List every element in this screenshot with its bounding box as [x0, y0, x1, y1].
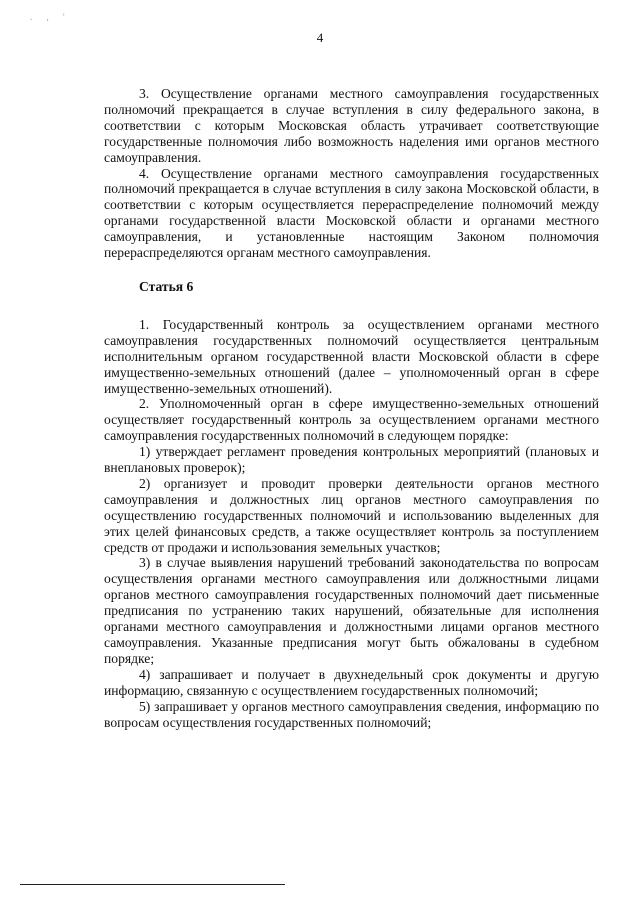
list-item-2: 2) организует и проводит проверки деятельности органов местного самоуправления и должностных лиц органов местного самоуправления по осуществлению государственных полномочий и использованию выделенных для этих целей финансовых средств, а также осуществляет контроль за поступлением средств от продажи и использования земельных участков;: [104, 475, 599, 555]
paragraph-article6-part1: 1. Государственный контроль за осуществлением органами местного самоуправления государственных полномочий осуществляется центральным исполнительным органом государственной власти Московской области в сфере имущественно-земельных отношений (далее – уполномоченный орган в сфере имущественно-земельных отношений).: [104, 316, 599, 396]
list-item-5: 5) запрашивает у органов местного самоуправления сведения, информацию по вопросам осуществления государственных полномочий;: [104, 698, 599, 730]
footnote-rule: [20, 884, 285, 885]
list-item-1: 1) утверждает регламент проведения контрольных мероприятий (плановых и внеплановых проверок);: [104, 444, 599, 476]
scan-specks: . , ': [30, 12, 71, 22]
page-number: 4: [316, 30, 324, 45]
article-heading: Статья 6: [139, 278, 194, 294]
paragraph-article5-part4: 4. Осуществление органами местного самоуправления государственных полномочий прекращается в случае вступления в силу закона Московской области, в соответствии с которым осуществляется перераспределение полномочий между органами государственной власти Московской области и органами местного самоуправления, и установленные настоящим Законом полномочия перераспределяются органам местного самоуправления.: [104, 165, 599, 261]
paragraph-article6-part2: 2. Уполномоченный орган в сфере имущественно-земельных отношений осуществляет государственный контроль за осуществлением органами местного самоуправления государственных полномочий в следующем порядке:: [104, 396, 599, 444]
paragraph-article5-part3: 3. Осуществление органами местного самоуправления государственных полномочий прекращается в случае вступления в силу федерального закона, в соответствии с которым Московская область утрачивает соответствующие государственные полномочия либо возможность наделения ими органов местного самоуправления.: [104, 86, 599, 165]
document-body: [104, 86, 599, 730]
list-item-4: 4) запрашивает и получает в двухнедельный срок документы и другую информацию, связанную с осуществлением государственных полномочий;: [104, 666, 599, 698]
list-item-3: 3) в случае выявления нарушений требований законодательства по вопросам осуществления органами местного самоуправления или должностными лицами органов местного самоуправления государственных полномочий дает письменные предписания по устранению таких нарушений, обязательные для исполнения органами местного самоуправления и должностными лицами органов местного самоуправления. Указанные предписания могут быть обжалованы в судебном порядке;: [104, 555, 599, 666]
